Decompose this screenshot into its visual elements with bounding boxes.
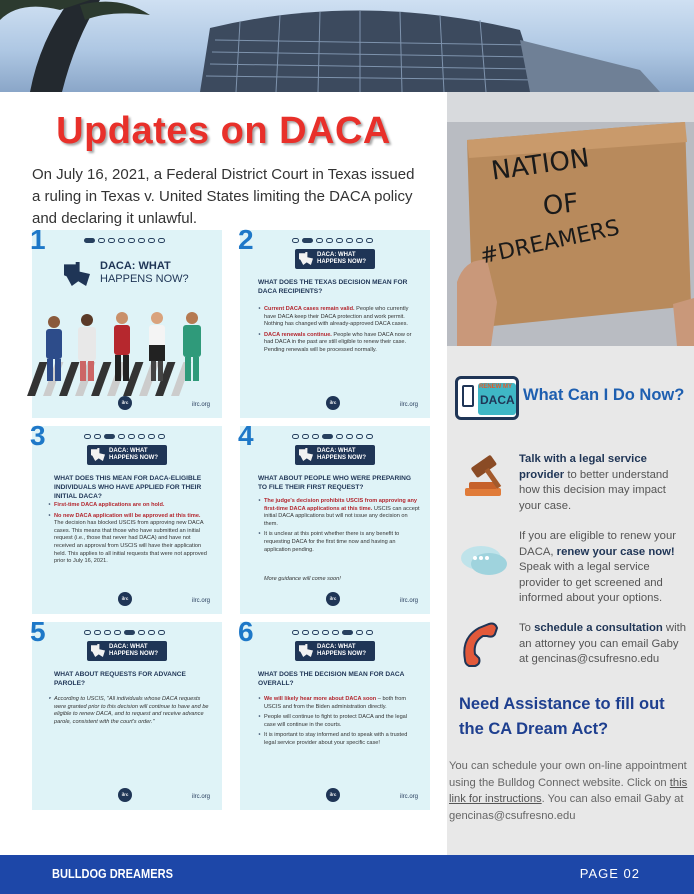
info-card-6	[238, 616, 430, 810]
list-item: ‣ We will likely hear more about DACA soon – both from USCIS and from the Biden administration directly.	[258, 696, 420, 711]
building-illustration	[0, 0, 694, 92]
org-url: ilrc.org	[191, 402, 210, 408]
renew-icon-main: DACA	[480, 393, 515, 407]
main-column	[0, 92, 447, 855]
sign-text-line-2: OF	[541, 188, 580, 222]
badge-line-2: HAPPENS NOW?	[317, 259, 367, 265]
info-card-4	[238, 420, 430, 614]
org-url: ilrc.org	[191, 794, 210, 800]
section-title: What Can I Do Now?	[523, 386, 685, 404]
texas-icon	[64, 262, 90, 286]
list-item: ‣ First-time DACA applications are on hold.	[48, 502, 210, 510]
card-number: 2	[238, 224, 254, 255]
card-number: 4	[238, 420, 254, 451]
daca-badge	[295, 445, 375, 465]
ilrc-logo: ilrc	[118, 788, 132, 802]
pagination-dots	[84, 630, 165, 635]
ilrc-logo: ilrc	[118, 396, 132, 410]
workers-illustration	[32, 300, 222, 410]
daca-badge	[295, 249, 375, 269]
badge-line-2: HAPPENS NOW?	[109, 651, 159, 657]
intro-paragraph: On July 16, 2021, a Federal District Court in Texas issued a ruling in Texas v. United States limiting the DACA policy and declaring it unlawful.	[32, 166, 415, 227]
daca-badge	[87, 445, 167, 465]
assistance-body: You can schedule your own on-line appointment using the Bulldog Connect website. Click on this link for instructions. You can also email Gaby at gencinas@csufresno.edu	[449, 760, 688, 822]
tip-legal-service: Talk with a legal service provider to better understand how this decision may impact your case.	[519, 453, 669, 512]
org-url: ilrc.org	[399, 794, 418, 800]
list-item: ‣ The judge's decision prohibits USCIS from approving any first-time DACA applications at this time. USCIS can accept initial DACA applications but will not issue any decision on them.	[258, 498, 420, 528]
ilrc-logo: ilrc	[118, 592, 132, 606]
header-photo	[0, 0, 694, 92]
pagination-dots	[84, 434, 165, 439]
list-item: ‣ People will continue to fight to protect DACA and the legal case will continue in the courts.	[258, 714, 420, 729]
chat-bubble-icon	[459, 544, 511, 580]
ilrc-logo: ilrc	[326, 788, 340, 802]
card-question: WHAT ABOUT PEOPLE WHO WERE PREPARING TO FILE THEIR FIRST REQUEST?	[258, 475, 411, 491]
tip-renew-case: If you are eligible to renew your DACA, renew your case now! Speak with a legal service provider to get screened and informed about your options.	[519, 530, 676, 605]
badge-line-1: DACA: WHAT	[317, 252, 356, 258]
heading-line-1: DACA: WHAT	[100, 260, 171, 272]
texas-icon	[91, 448, 105, 461]
ilrc-logo: ilrc	[326, 396, 340, 410]
list-item: ‣ It is important to stay informed and to speak with a trusted legal service provider about your specific case!	[258, 732, 420, 747]
list-item: ‣ It is unclear at this point whether there is any benefit to requesting DACA for the first time now and having an application pending.	[258, 531, 420, 554]
footer-brand: BULLDOG DREAMERS	[52, 866, 173, 881]
ilrc-logo: ilrc	[326, 592, 340, 606]
bullet-list	[258, 498, 420, 557]
heading-line-2: HAPPENS NOW?	[100, 273, 189, 285]
texas-icon	[299, 252, 313, 265]
list-item: ‣ No new DACA application will be approved at this time. The decision has blocked USCIS from approving new DACA cases. This means that those who have submitted an initial request (i.e., those that never had DACA) and have not received an approval from USCIS will have their application held. This applies to all initial requests that were not approved prior to July 16, 2021.	[48, 513, 210, 566]
footer-bar	[0, 855, 694, 894]
card-number: 5	[30, 616, 46, 647]
page-title: Updates on DACA	[56, 110, 391, 152]
card-number: 3	[30, 420, 46, 451]
card-question: WHAT ABOUT REQUESTS FOR ADVANCE PAROLE?	[54, 671, 186, 687]
card-number: 6	[238, 616, 254, 647]
card-heading	[58, 260, 208, 300]
badge-line-1: DACA: WHAT	[317, 644, 356, 650]
info-card-5	[30, 616, 222, 810]
card-number: 1	[30, 224, 46, 255]
org-url: ilrc.org	[191, 598, 210, 604]
bullet-list	[258, 306, 420, 358]
bullet-list	[48, 502, 210, 569]
bullet-list	[258, 696, 420, 751]
info-card-3	[30, 420, 222, 614]
daca-badge	[87, 641, 167, 661]
tip-schedule-consultation: To schedule a consultation with an attorney you can email Gaby at gencinas@csufresno.edu	[519, 622, 686, 666]
badge-line-2: HAPPENS NOW?	[317, 651, 367, 657]
badge-line-2: HAPPENS NOW?	[317, 455, 367, 461]
badge-line-1: DACA: WHAT	[317, 448, 356, 454]
badge-line-2: HAPPENS NOW?	[109, 455, 159, 461]
card-note: More guidance will come soon!	[264, 576, 341, 582]
phone-icon	[459, 620, 511, 668]
page-number: PAGE 02	[579, 866, 640, 881]
badge-line-1: DACA: WHAT	[109, 448, 148, 454]
sidebar	[447, 92, 694, 855]
org-url: ilrc.org	[399, 402, 418, 408]
daca-badge	[295, 641, 375, 661]
list-item: ‣ According to USCIS, "All individuals whose DACA requests were granted prior to this decision will continue to have and be eligible to renew DACA, and to request and receive advance parole, consistent with the court's order."	[48, 696, 210, 726]
texas-icon	[299, 644, 313, 657]
texas-icon	[91, 644, 105, 657]
instructions-link[interactable]: this link for instructions	[449, 776, 688, 805]
info-card-2	[238, 224, 430, 418]
badge-line-1: DACA: WHAT	[109, 644, 148, 650]
pagination-dots	[84, 238, 165, 243]
org-url: ilrc.org	[399, 598, 418, 604]
protest-sign-photo	[447, 92, 694, 346]
pagination-dots	[292, 238, 373, 243]
list-item: ‣ DACA renewals continue. People who have DACA now or had DACA in the past are still eligible to renew their case. Pending renewals will be processed normally.	[258, 332, 420, 355]
list-item: ‣ Current DACA cases remain valid. People who currently have DACA keep their DACA protection and work permit. Nothing has changed with already-approved DACA cases.	[258, 306, 420, 329]
card-question: WHAT DOES THE TEXAS DECISION MEAN FOR DACA RECIPIENTS?	[258, 279, 408, 295]
card-question: WHAT DOES THE DECISION MEAN FOR DACA OVERALL?	[258, 671, 405, 687]
pagination-dots	[292, 434, 373, 439]
info-card-1	[30, 224, 222, 418]
bullet-list	[48, 696, 210, 729]
pagination-dots	[292, 630, 373, 635]
card-question: WHAT DOES THIS MEAN FOR DACA-ELIGIBLE INDIVIDUALS WHO HAVE APPLIED FOR THEIR INITIAL DACA?	[54, 475, 202, 500]
gavel-icon	[459, 452, 511, 500]
sign-text-line-3: #DREAMERS	[477, 215, 622, 270]
sign-text-line-1: NATION	[489, 143, 592, 187]
texas-icon	[299, 448, 313, 461]
renew-daca-icon	[455, 376, 519, 420]
renew-icon-top: RENEW MY	[479, 384, 512, 390]
assistance-heading: Need Assistance to fill out the CA Dream Act?	[459, 695, 665, 738]
